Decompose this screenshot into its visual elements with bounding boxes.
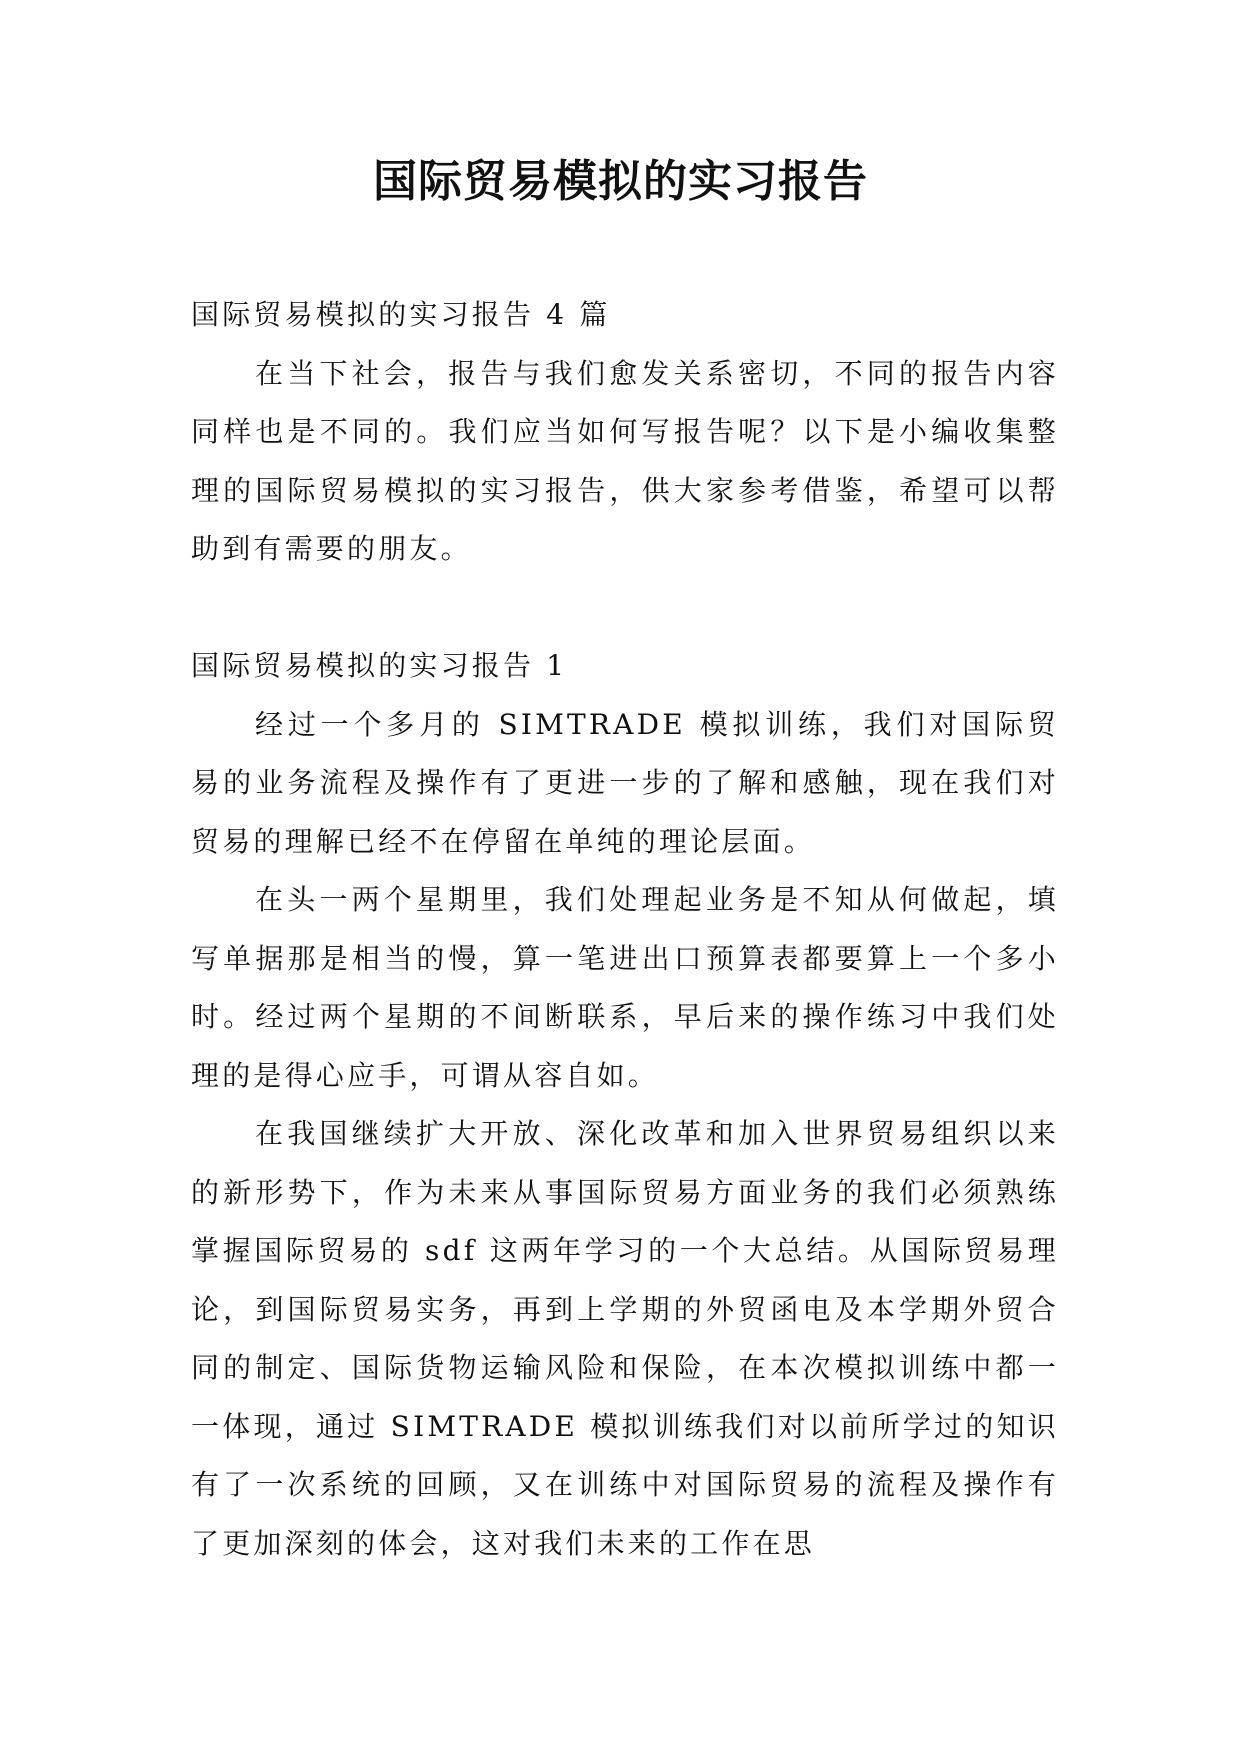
paragraph-spacer xyxy=(191,579,1059,638)
section-heading: 国际贸易模拟的实习报告 1 xyxy=(191,649,568,682)
body-paragraph-1: 经过一个多月的 SIMTRADE 模拟训练，我们对国际贸易的业务流程及操作有了更进一步的了解和感触，现在我们对贸易的理解已经不在停留在单纯的理论层面。 xyxy=(191,707,1059,858)
body-paragraph-3: 在我国继续扩大开放、深化改革和加入世界贸易组织以来的新形势下，作为未来从事国际贸易方面业务的我们必须熟练掌握国际贸易的 sdf 这两年学习的一个大总结。从国际贸易理论，到国际贸易实务，再到上学期的外贸函电及本学期外贸合同的制定、国际货物运输风险和保险，在本次模拟训练中都一一体现，通过 SIMTRADE 模拟训练我们对以前所学过的知识有了一次系统的回顾，又在训练中对国际贸易的流程及操作有了更加深刻的体会，这对我们未来的工作在思 xyxy=(191,1117,1059,1560)
body-paragraph-2: 在头一两个星期里，我们处理起业务是不知从何做起，填写单据那是相当的慢，算一笔进出口预算表都要算上一个多小时。经过两个星期的不间断联系，早后来的操作练习中我们处理的是得心应手，可谓从容自如。 xyxy=(191,883,1059,1092)
collection-subtitle: 国际贸易模拟的实习报告 4 篇 xyxy=(191,298,611,331)
document-body xyxy=(191,286,1059,1573)
document-title: 国际贸易模拟的实习报告 xyxy=(373,156,868,207)
intro-paragraph: 在当下社会，报告与我们愈发关系密切，不同的报告内容同样也是不同的。我们应当如何写报告呢？以下是小编收集整理的国际贸易模拟的实习报告，供大家参考借鉴，希望可以帮助到有需要的朋友。 xyxy=(191,356,1059,565)
